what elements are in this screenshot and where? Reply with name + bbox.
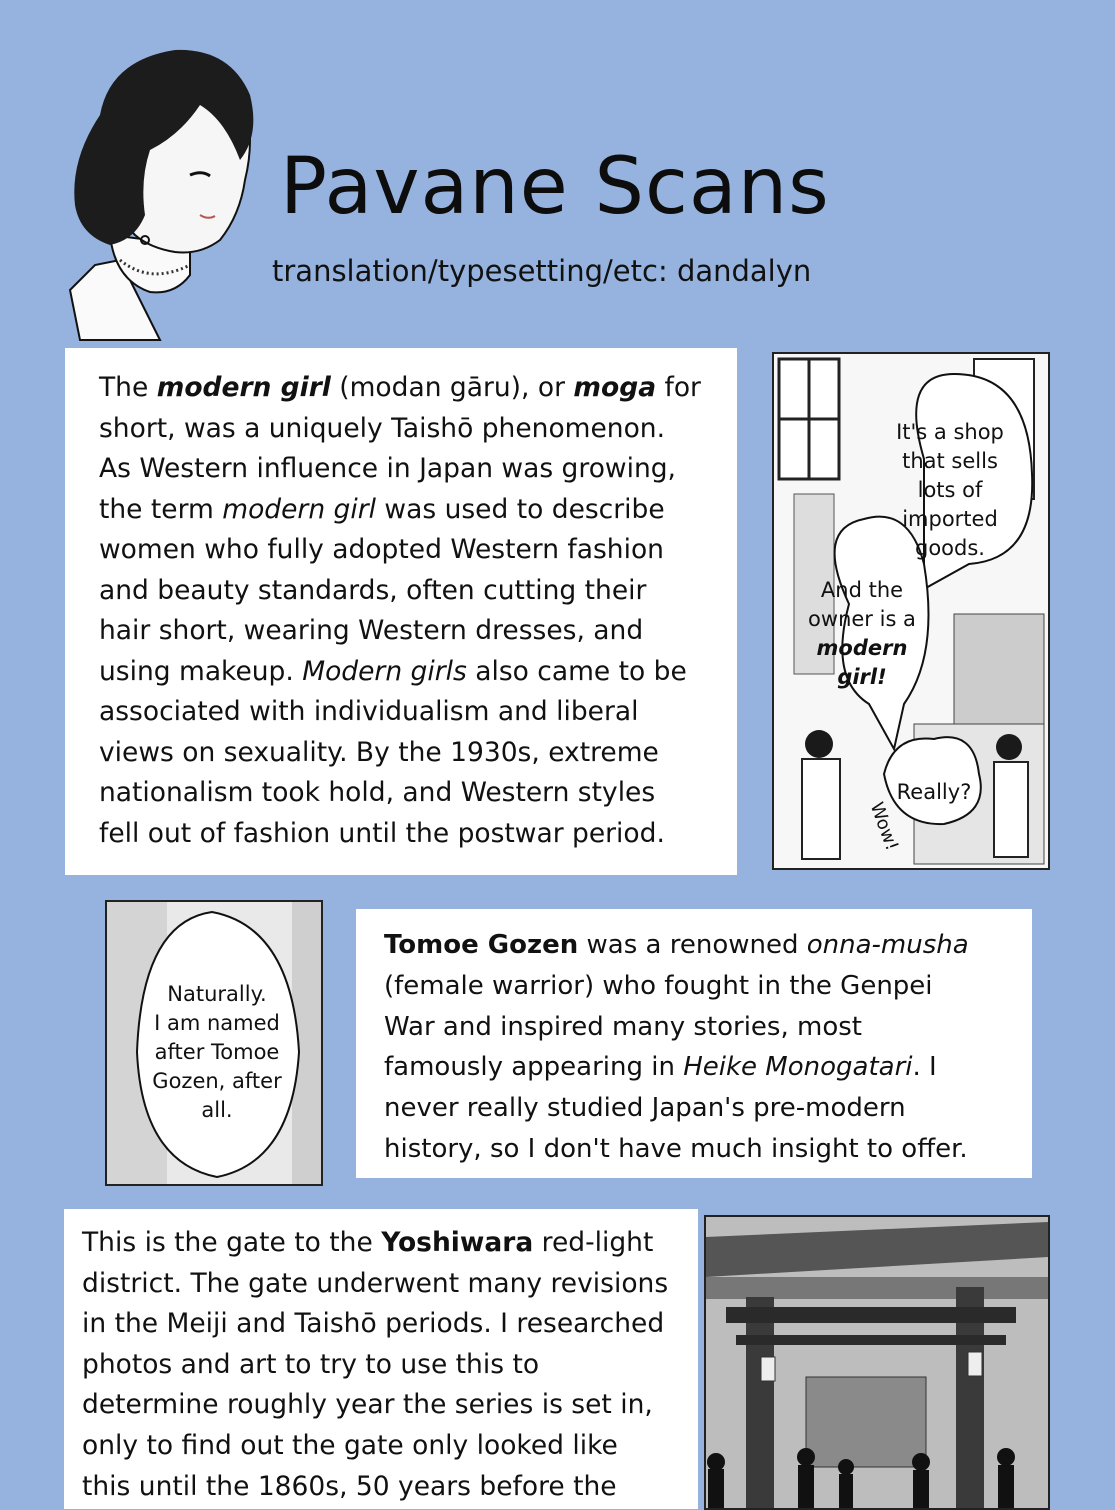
note-line: views on sexuality. By the 1930s, extreme xyxy=(99,736,659,768)
gate-illustration xyxy=(706,1217,1048,1508)
note-line: this until the 1860s, 50 years before the xyxy=(82,1470,617,1502)
note-line: (female warrior) who fought in the Genpei xyxy=(384,970,933,1001)
credits-line: translation/typesetting/etc: dandalyn xyxy=(272,254,812,288)
note-line: hair short, wearing Western dresses, and xyxy=(99,615,644,646)
modern-girl-portrait-illustration xyxy=(40,40,290,350)
note-line: determine roughly year the series is set in, xyxy=(82,1389,653,1421)
speech-bubble-really: Really? xyxy=(896,780,972,804)
page-title: Pavane Scans xyxy=(280,142,830,232)
note-line: in the Meiji and Taishō periods. I researched xyxy=(82,1308,665,1340)
note-line: famously appearing in Heike Monogatari. I xyxy=(384,1052,937,1083)
note-line: never really studied Japan's pre-modern xyxy=(384,1093,906,1124)
note-line: This is the gate to the Yoshiwara red-light xyxy=(82,1227,654,1258)
speech-bubble-tomoe: Naturally. I am named after Tomoe Gozen, after all. xyxy=(152,982,282,1122)
tomoe-gozen-note xyxy=(356,909,1032,1178)
note-line: associated with individualism and liberal xyxy=(99,696,639,727)
sound-effect-wow: Wow! xyxy=(865,799,903,854)
note-line: history, so I don't have much insight to offer. xyxy=(384,1133,968,1164)
note-line: women who fully adopted Western fashion xyxy=(99,534,664,565)
note-line: Tomoe Gozen was a renowned onna-musha xyxy=(384,930,969,960)
note-line: War and inspired many stories, most xyxy=(384,1011,862,1042)
manga-panel-tomoe xyxy=(105,900,323,1186)
note-line: fell out of fashion until the postwar period. xyxy=(99,817,665,849)
note-line: photos and art to try to use this to xyxy=(82,1348,540,1380)
speech-bubble-shop: It's a shop that sells lots of imported goods. xyxy=(896,420,1004,560)
note-line: short, was a uniquely Taishō phenomenon. xyxy=(99,412,666,444)
note-line: using makeup. Modern girls also came to be xyxy=(99,655,687,687)
manga-panel-yoshiwara-gate xyxy=(704,1215,1050,1510)
note-line: the term modern girl was used to describe xyxy=(99,493,665,525)
modern-girl-note xyxy=(65,348,737,875)
note-line: As Western influence in Japan was growing, xyxy=(99,453,676,484)
speech-bubble-owner: And the owner is a modern girl! xyxy=(808,578,916,689)
note-line: nationalism took hold, and Western styles xyxy=(99,777,656,808)
note-line: and beauty standards, often cutting their xyxy=(99,574,647,606)
yoshiwara-gate-note xyxy=(64,1209,698,1509)
note-line: only to find out the gate only looked like xyxy=(82,1429,618,1461)
manga-panel-shop xyxy=(772,352,1050,870)
note-line: The modern girl (modan gāru), or moga for xyxy=(99,372,701,403)
note-line: district. The gate underwent many revisions xyxy=(82,1267,669,1299)
